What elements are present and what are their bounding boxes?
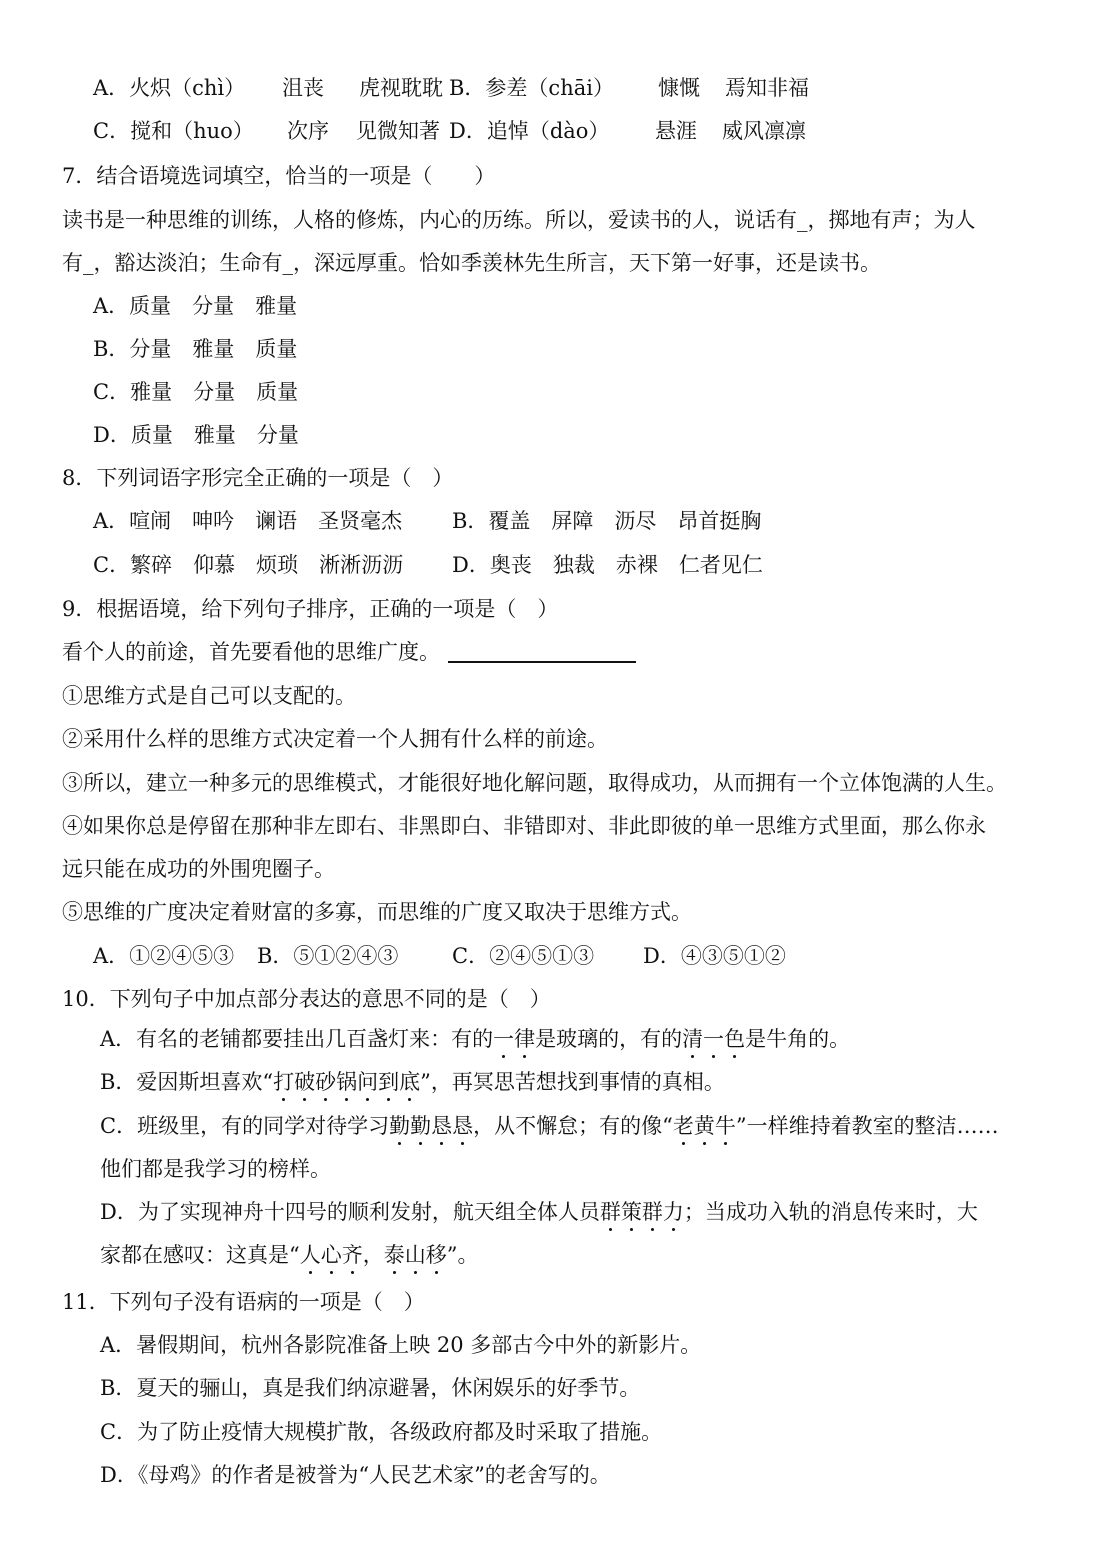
q9-sentence-3: ③所以，建立一种多元的思维模式，才能很好地化解问题，取得成功，从而拥有一个立体饱满的人生。 [62,771,1007,795]
q7-stem: 7．结合语境选词填空，恰当的一项是（ ） [62,164,496,188]
q8-option-b: B．覆盖 屏障 沥尽 昂首挺胸 [452,509,762,533]
q10-d-dotted-2: 人心齐，泰山移 [299,1243,447,1267]
q9-sentence-4-line1: ④如果你总是停留在那种非左即右、非黑即白、非错即对、非此即彼的单一思维方式里面，那么你永 [62,814,986,838]
q10-option-c-line2: 他们都是我学习的榜样。 [100,1157,331,1181]
q6-option-b-word3: 焉知非福 [725,76,809,100]
q10-a-dotted-1: 一律 [493,1027,536,1051]
q10-c-dotted-1: 勤勤恳恳 [389,1114,474,1138]
q7-passage-line1: 读书是一种思维的训练，人格的修炼，内心的历练。所以，爱读书的人，说话有_，掷地有声；为人 [62,208,976,232]
q6-option-c-word3: 见微知著 [356,119,440,143]
q7-option-c: C．雅量 分量 质量 [93,380,299,404]
q9-option-d: D．④③⑤①② [643,944,786,968]
q6-option-b-word2: 慷慨 [658,76,700,100]
q6-option-a-word2: 沮丧 [282,76,324,100]
q6-option-d-word2: 悬涯 [655,119,697,143]
q7-passage-line2: 有_，豁达淡泊；生命有_，深远厚重。恰如季羡林先生所言，天下第一好事，还是读书。 [62,251,881,275]
q10-option-d-line2 [100,1240,479,1270]
q10-b-dotted: 打破砂锅问到底 [273,1070,421,1094]
q6-option-a-word3: 虎视耽耽 [359,76,443,100]
q9-sentence-1: ①思维方式是自己可以支配的。 [62,684,356,708]
q9-stem: 9．根据语境，给下列句子排序，正确的一项是（ ） [62,597,559,621]
q9-option-c: C．②④⑤①③ [452,944,595,968]
q7-option-b: B．分量 雅量 质量 [93,337,298,361]
q6-option-a-word1: A．火炽（chì） [93,76,246,100]
q10-d-line2-text: 家都在感叹：这真是“ [100,1243,300,1267]
q8-option-c: C．繁碎 仰慕 烦琐 淅淅沥沥 [93,553,404,577]
q10-option-b [100,1067,725,1097]
q10-c-text-mid: ，从不懈怠；有的像“ [473,1114,673,1138]
q9-lead-text: 看个人的前途，首先要看他的思维广度。 [62,640,440,664]
q10-a-dotted-2: 清一色 [682,1027,746,1051]
q11-stem: 11．下列句子没有语病的一项是（ ） [62,1290,425,1314]
answer-blank [448,661,636,663]
q10-c-text-end: ”一样维持着教室的整洁…… [735,1114,999,1138]
q10-c-text: C．班级里，有的同学对待学习 [100,1114,390,1138]
q11-option-d: D．《母鸡》的作者是被誉为“人民艺术家”的老舍写的。 [100,1463,611,1487]
q10-a-text-mid: 是玻璃的，有的 [535,1027,683,1051]
q10-d-line2-end: ”。 [446,1243,479,1267]
q6-option-d-word1: D．追悼（dào） [449,119,610,143]
q7-option-a: A．质量 分量 雅量 [93,294,298,318]
q8-stem: 8．下列词语字形完全正确的一项是（ ） [62,466,454,490]
q9-sentence-5: ⑤思维的广度决定着财富的多寡，而思维的广度又取决于思维方式。 [62,900,692,924]
q11-option-b: B．夏天的骊山，真是我们纳凉避暑，休闲娱乐的好季节。 [100,1376,641,1400]
q9-option-b: B．⑤①②④③ [257,944,399,968]
q10-option-d [100,1197,978,1227]
q10-d-dotted-1: 群策群力 [599,1200,684,1224]
q9-sentence-2: ②采用什么样的思维方式决定着一个人拥有什么样的前途。 [62,727,608,751]
q10-option-c [100,1111,999,1141]
q11-option-a: A．暑假期间，杭州各影院准备上映 20 多部古今中外的新影片。 [100,1333,702,1357]
q6-option-c-word1: C．搅和（huo） [93,119,254,143]
q8-option-d: D．奥丧 独裁 赤裸 仁者见仁 [452,553,763,577]
q10-d-text-end: ；当成功入轨的消息传来时，大 [683,1200,978,1224]
q9-lead [62,637,636,667]
q7-option-d: D．质量 雅量 分量 [93,423,299,447]
q6-option-d-word3: 威风凛凛 [722,119,806,143]
q10-b-text-end: ”，再冥思苦想找到事情的真相。 [420,1070,725,1094]
q10-b-text: B．爱因斯坦喜欢“ [100,1070,274,1094]
q10-a-text: A．有名的老铺都要挂出几百盏灯来：有的 [100,1027,494,1051]
q9-option-a: A．①②④⑤③ [93,944,235,968]
q10-a-text-end: 是牛角的。 [745,1027,851,1051]
q10-option-a [100,1024,850,1054]
q11-option-c: C．为了防止疫情大规模扩散，各级政府都及时采取了措施。 [100,1420,663,1444]
q6-option-c-word2: 次序 [287,119,329,143]
q10-d-text: D．为了实现神舟十四号的顺利发射，航天组全体人员 [100,1200,600,1224]
q6-option-b-word1: B．参差（chāi） [449,76,614,100]
q8-option-a: A．喧闹 呻吟 谰语 圣贤毫杰 [93,509,403,533]
q10-stem: 10．下列句子中加点部分表达的意思不同的是（ ） [62,987,551,1011]
q10-c-dotted-2: 老黄牛 [672,1114,736,1138]
q9-sentence-4-line2: 远只能在成功的外围兜圈子。 [62,857,335,881]
